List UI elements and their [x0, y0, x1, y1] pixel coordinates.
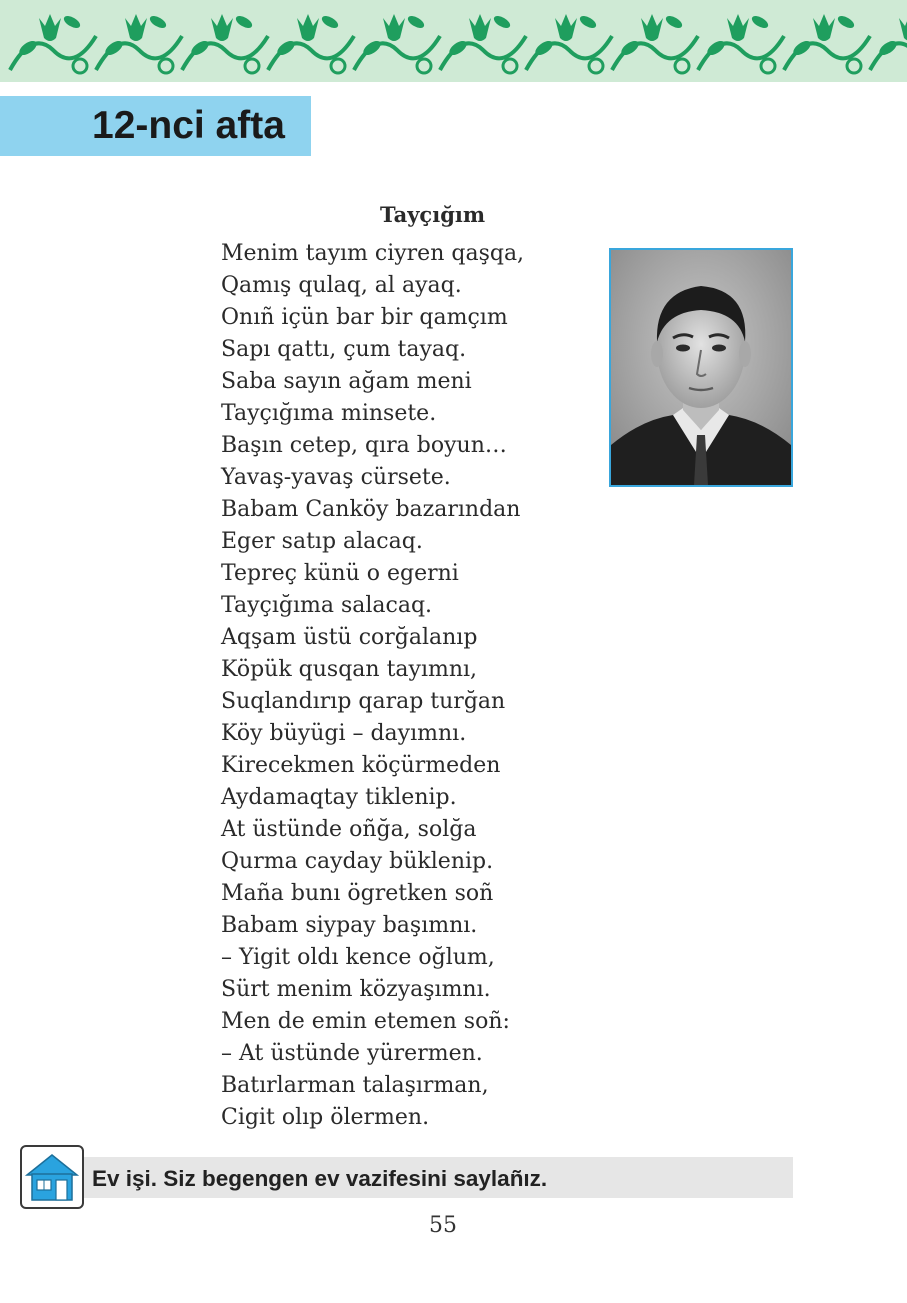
poem-line: Men de emin etemen soñ: — [221, 1009, 510, 1034]
poem-line: Menim tayım ciyren qaşqa, — [221, 241, 525, 266]
poem-line: Babam Canköy bazarından — [221, 497, 521, 522]
week-title: 12-nci afta — [92, 104, 285, 147]
poem-line: Aqşam üstü corğalanıp — [221, 625, 478, 650]
poem-line: Tayçığıma salacaq. — [221, 593, 433, 618]
poem-line: Eger satıp alacaq. — [221, 529, 423, 554]
poem-line: Qamış qulaq, al ayaq. — [221, 273, 462, 298]
poem-line: Qurma cayday büklenip. — [221, 849, 494, 874]
poem-line: Yavaş-yavaş cürsete. — [221, 465, 451, 490]
poem-line: Aydamaqtay tiklenip. — [221, 785, 457, 810]
page-number: 55 — [429, 1213, 457, 1238]
portrait-photo-icon — [611, 250, 791, 485]
poem-line: Tepreç künü o egerni — [221, 561, 459, 586]
poem-line: Başın cetep, qıra boyun… — [221, 433, 507, 458]
poem-line: Babam siypay başımnı. — [221, 913, 478, 938]
poem-line: At üstünde oñğa, solğa — [221, 817, 477, 842]
floral-ornament-banner — [0, 0, 907, 82]
poem-line: Köpük qusqan tayımnı, — [221, 657, 478, 682]
poem-line: Sürt menim közyaşımnı. — [221, 977, 491, 1002]
poem-line: Kirecekmen köçürmeden — [221, 753, 501, 778]
poem-line: Köy büyügi – dayımnı. — [221, 721, 467, 746]
author-portrait — [609, 248, 793, 487]
poem-line: Batırlarman talaşırman, — [221, 1073, 489, 1098]
homework-text: Ev işi. Siz begengen ev vazifesini saylañız. — [92, 1166, 548, 1191]
poem-body — [221, 238, 601, 1134]
poem-line: Saba sayın ağam meni — [221, 369, 472, 394]
week-label-box — [0, 96, 311, 156]
poem-line: Onıñ içün bar bir qamçım — [221, 305, 508, 330]
house-icon — [20, 1145, 84, 1209]
poem-line: – At üstünde yürermen. — [221, 1041, 483, 1066]
poem-line: – Yigit oldı kence oğlum, — [221, 945, 495, 970]
poem-line: Maña bunı ögretken soñ — [221, 881, 494, 906]
poem-line: Sapı qattı, çum tayaq. — [221, 337, 467, 362]
poem-title: Tayçığım — [380, 202, 486, 227]
poem-line: Suqlandırıp qarap turğan — [221, 689, 506, 714]
poem-line: Tayçığıma minsete. — [221, 401, 437, 426]
poem-line: Cigit olıp ölermen. — [221, 1105, 430, 1130]
